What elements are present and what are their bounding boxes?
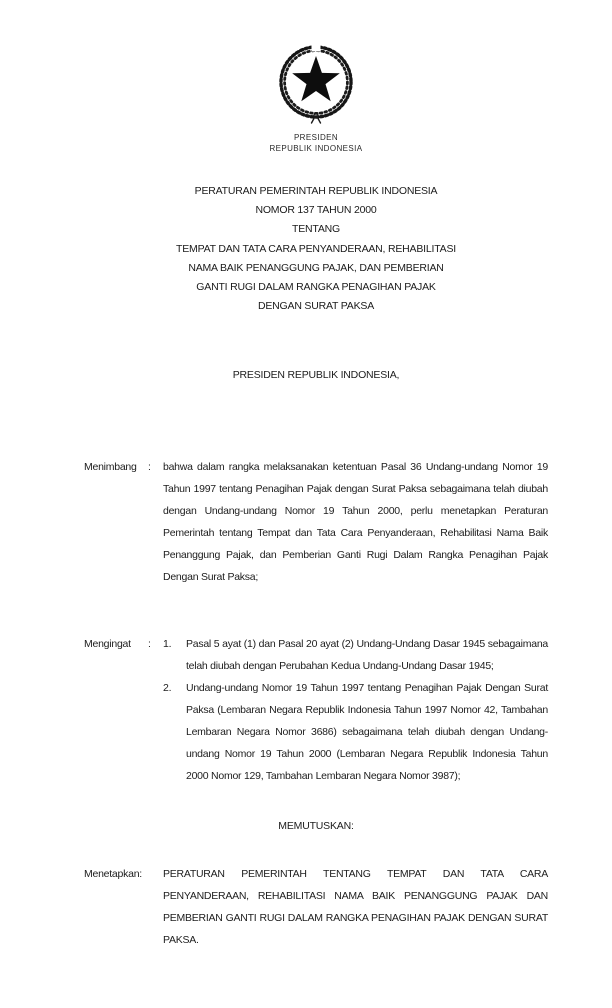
menetapkan-colon-spacer: [148, 863, 163, 951]
seal-republik-indonesia-label: REPUBLIK INDONESIA: [269, 144, 363, 153]
list-item: [163, 677, 548, 787]
list-item-text: Pasal 5 ayat (1) dan Pasal 20 ayat (2) Undang-Undang Dasar 1945 sebagaimana telah diubah dengan Perubahan Kedua Undang-Undang Dasar 1945;: [186, 638, 548, 672]
menimbang-label: Menimbang: [84, 461, 137, 473]
list-item-text: Undang-undang Nomor 19 Tahun 1997 tentang Penagihan Pajak Dengan Surat Paksa (Lembaran Negara Republik Indonesia Tahun 1997 Nomor 42, Tambahan Lembaran Negara Nomor 3686) sebagaimana telah diubah dengan Undang-undang Nomor 19 Tahun 2000 (Lembaran Negara Republik Indonesia Tahun 2000 Nomor 129, Tambahan Lembaran Negara Nomor 3987);: [186, 682, 548, 782]
title-line-regulation: PERATURAN PEMERINTAH REPUBLIK INDONESIA: [194, 185, 438, 197]
list-item-number: 2.: [163, 682, 172, 694]
menimbang-text: bahwa dalam rangka melaksanakan ketentuan Pasal 36 Undang-undang Nomor 19 Tahun 1997 tentang Penagihan Pajak dengan Surat Paksa sebagaimana telah diubah dengan Undang-undang Nomor 19 Tahun 2000, perlu menetapkan Peraturan Pemerintah tentang Tempat dan Tata Cara Penyanderaan, Rehabilitasi Nama Baik Penanggung Pajak, dan Pemberian Ganti Rugi Dalam Rangka Penagihan Pajak Dengan Surat Paksa;: [163, 461, 548, 583]
presidential-seal: [84, 42, 548, 154]
star-wreath-emblem-icon: [268, 42, 364, 126]
mengingat-section: [84, 633, 548, 787]
mengingat-colon: :: [148, 638, 151, 650]
title-line-subject-2: NAMA BAIK PENANGGUNG PAJAK, DAN PEMBERIAN: [188, 261, 444, 274]
mengingat-label: Mengingat: [84, 638, 131, 650]
title-line-tentang: TENTANG: [292, 223, 340, 236]
menimbang-section: [84, 456, 548, 588]
title-line-subject-1: TEMPAT DAN TATA CARA PENYANDERAAN, REHABILITASI: [176, 242, 456, 255]
list-item: [163, 633, 548, 677]
title-line-number: NOMOR 137 TAHUN 2000: [255, 204, 377, 217]
menimbang-colon: :: [148, 461, 151, 473]
list-item-number: 1.: [163, 638, 172, 650]
title-line-subject-4: DENGAN SURAT PAKSA: [257, 300, 374, 313]
menetapkan-label: Menetapkan:: [84, 868, 142, 880]
menetapkan-section: [84, 863, 548, 951]
salutation-line: PRESIDEN REPUBLIK INDONESIA,: [232, 369, 400, 381]
title-line-subject-3: GANTI RUGI DALAM RANGKA PENAGIHAN PAJAK: [196, 281, 436, 294]
memutuskan-heading: MEMUTUSKAN:: [278, 820, 354, 832]
mengingat-list: [163, 633, 548, 787]
menetapkan-text: PERATURAN PEMERINTAH TENTANG TEMPAT DAN TATA CARA PENYANDERAAN, REHABILITASI NAMA BAIK PENANGGUNG PAJAK DAN PEMBERIAN GANTI RUGI DALAM RANGKA PENAGIHAN PAJAK DENGAN SURAT PAKSA.: [163, 868, 548, 946]
document-title: [84, 182, 548, 316]
seal-presiden-label: PRESIDEN: [293, 133, 339, 142]
